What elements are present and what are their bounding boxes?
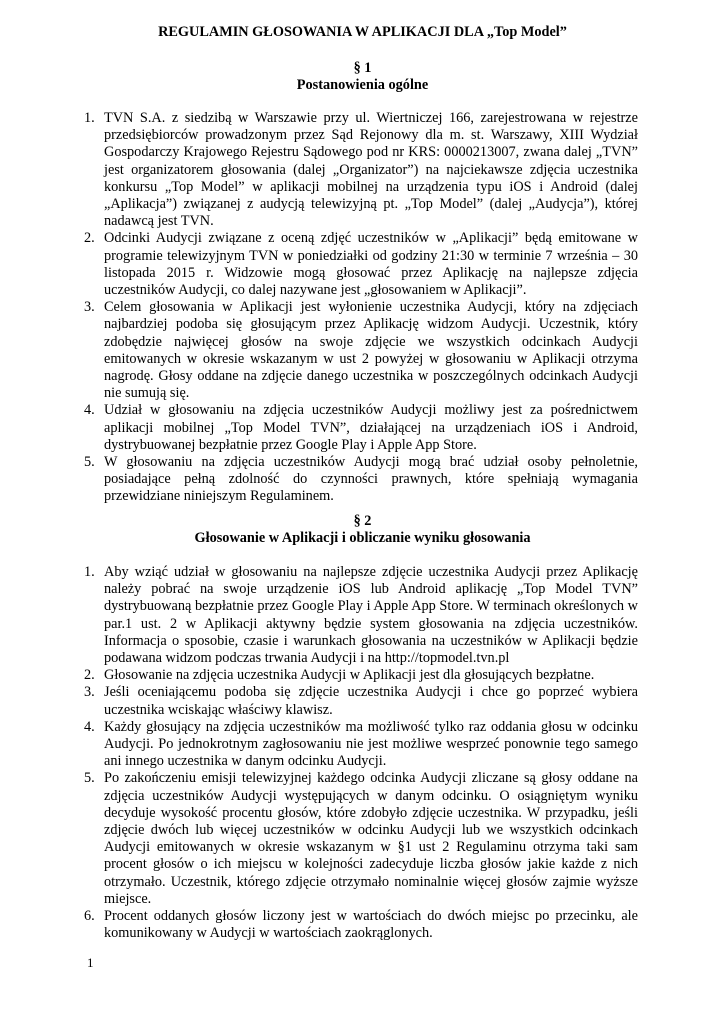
section-2-list <box>84 564 638 942</box>
item-number: 4. <box>84 402 95 419</box>
section-2-header <box>0 513 725 548</box>
item-number: 6. <box>84 908 95 925</box>
item-number: 2. <box>84 667 95 684</box>
section-1-item-2 <box>84 230 638 299</box>
item-number: 2. <box>84 230 95 247</box>
item-number: 5. <box>84 770 95 787</box>
item-text: W głosowaniu na zdjęcia uczestników Audycji mogą brać udział osoby pełnoletnie, posiadające pełną zdolność do czynności prawnych, które spełniają wymagania przewidziane niniejszym Regulaminem. <box>104 454 638 505</box>
item-text: Aby wziąć udział w głosowaniu na najlepsze zdjęcie uczestnika Audycji przez Aplikację należy pobrać na swoje urządzenie iOS lub Android aplikację „Top Model TVN” dystrybuowaną bezpłatnie przez Google Play i Apple App Store. W terminach określonych w par.1 ust. 2 w Aplikacji aktywny będzie system głosowania na zdjęcia uczestników. Informacja o sposobie, czasie i warunkach głosowania na uczestników w Aplikacji będzie podawana widzom podczas trwania Audycji i na http://topmodel.tvn.pl <box>104 564 638 667</box>
document-title: REGULAMIN GŁOSOWANIA W APLIKACJI DLA „Top Model” <box>158 24 567 40</box>
section-1-item-4 <box>84 402 638 454</box>
item-text: Głosowanie na zdjęcia uczestnika Audycji w Aplikacji jest dla głosujących bezpłatne. <box>104 667 595 684</box>
section-2-item-5 <box>84 770 638 908</box>
section-2-item-4 <box>84 719 638 771</box>
section-2-sign: § 2 <box>353 513 372 529</box>
item-text: Celem głosowania w Aplikacji jest wyłonienie uczestnika Audycji, który na zdjęciach najbardziej podoba się głosującym przez Aplikację widzom Audycji. Uczestnik, który zdobędzie najwięcej głosów na swoje zdjęcie we wszystkich odcinkach Audycji emitowanych w okresie wskazanym w ust 2 powyżej w głosowaniu w Aplikacji otrzyma nagrodę. Głosy oddane na zdjęcie danego uczestnika w poszczególnych odcinkach Audycji nie sumują się. <box>104 299 638 402</box>
section-2-heading: Głosowanie w Aplikacji i obliczanie wyniku głosowania <box>194 530 531 547</box>
item-text: Procent oddanych głosów liczony jest w wartościach do dwóch miejsc po przecinku, ale komunikowany w Audycji w wartościach zaokrąglonych. <box>104 908 638 942</box>
item-text: Każdy głosujący na zdjęcia uczestników ma możliwość tylko raz oddania głosu w odcinku Audycji. Po jednokrotnym zagłosowaniu nie jest możliwe wesprzeć ponownie tego samego ani innego uczestnika w danym odcinku Audycji. <box>104 718 638 770</box>
item-number: 4. <box>84 718 95 735</box>
section-2-item-3 <box>84 684 638 718</box>
item-text: Jeśli oceniającemu podoba się zdjęcie uczestnika Audycji i chce go poprzeć wybiera uczestnika wciskając właściwy klawisz. <box>104 684 638 718</box>
section-1-item-5 <box>84 454 638 506</box>
section-2-item-6 <box>84 908 638 942</box>
page-number: 1 <box>87 955 94 970</box>
item-number: 3. <box>84 299 95 316</box>
section-1-list <box>84 110 638 506</box>
section-1-heading: Postanowienia ogólne <box>296 77 429 94</box>
section-2-item-2 <box>84 667 638 684</box>
item-text: Po zakończeniu emisji telewizyjnej każdego odcinka Audycji zliczane są głosy oddane na zdjęcia uczestników Audycji występujących w danym odcinku. O osiągniętym wyniku decyduje wysokość procentu głosów, które zdobyło zdjęcie uczestnika. W przypadku, jeśli zdjęcie dwóch lub więcej uczestników w odcinku Audycji lub we wszystkich odcinkach Audycji emitowanych w okresie wskazanym w §1 ust 2 Regulaminu otrzyma taki sam procent głosów o ich miejscu w kolejności zadecyduje liczba głosów jakie każde z nich otrzymało. Uczestnik, którego zdjęcie otrzymało nominalnie więcej głosów zajmie wyższe miejsce. <box>104 770 638 907</box>
item-number: 5. <box>84 454 95 471</box>
item-text: TVN S.A. z siedzibą w Warszawie przy ul. Wiertniczej 166, zarejestrowana w rejestrze przedsiębiorców prowadzonym przez Sąd Rejonowy dla m. st. Warszawy, XIII Wydział Gospodarczy Krajowego Rejestru Sądowego pod nr KRS: 0000213007, zwana dalej „TVN” jest organizatorem głosowania (dalej „Organizator”) na najciekawsze zdjęcia uczestnika konkursu „Top Model” w aplikacji mobilnej na urządzenia typu iOS i Android (dalej „Aplikacja”) związanej z audycją telewizyjną pt. „Top Model” (dalej „Audycja”), której nadawcą jest TVN. <box>104 110 638 230</box>
item-text: Odcinki Audycji związane z oceną zdjęć uczestników w „Aplikacji” będą emitowane w programie telewizyjnym TVN w poniedziałki od godziny 21:30 w terminie 7 września – 30 listopada 2015 r. Widzowie mogą głosować przez Aplikację na najlepsze zdjęcia uczestników Audycji, co dalej nazywane jest „głosowaniem w Aplikacji”. <box>104 230 638 299</box>
section-1-header <box>0 60 725 95</box>
section-2-item-1 <box>84 564 638 667</box>
item-number: 1. <box>84 564 95 580</box>
section-1-item-3 <box>84 299 638 402</box>
item-number: 1. <box>84 110 95 126</box>
section-1-sign: § 1 <box>353 60 372 76</box>
item-text: Udział w głosowaniu na zdjęcia uczestników Audycji możliwy jest za pośrednictwem aplikacji mobilnej „Top Model TVN”, działającej na urządzeniach iOS i Android, dystrybuowanej bezpłatnie przez Google Play i Apple App Store. <box>104 402 638 453</box>
section-1-item-1 <box>84 110 638 230</box>
item-number: 3. <box>84 684 95 701</box>
